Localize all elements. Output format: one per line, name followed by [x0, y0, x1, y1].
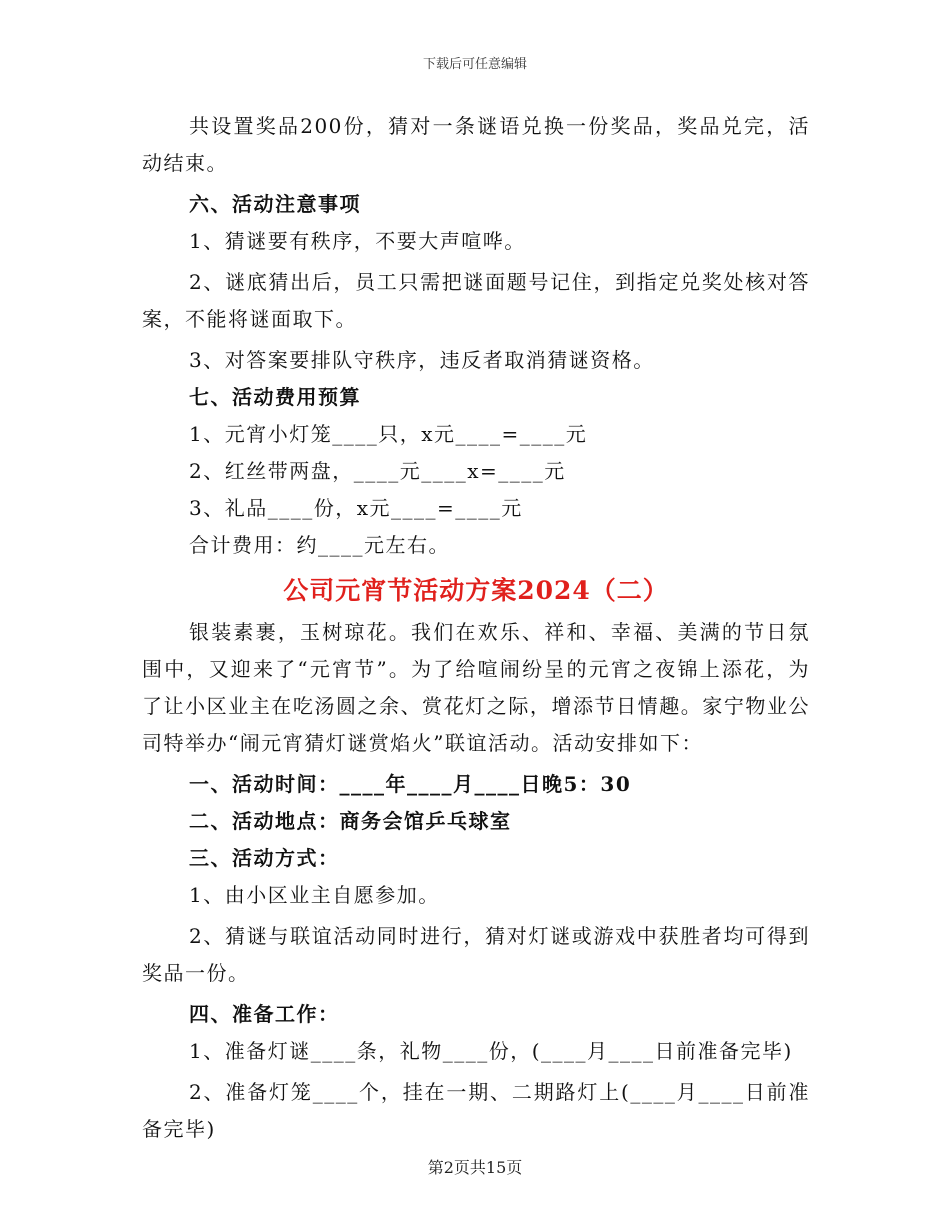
paragraph: 合计费用：约____元左右。 — [189, 533, 450, 557]
paragraph: 2、谜底猜出后，员工只需把谜面题号记住，到指定兑奖处核对答案，不能将谜面取下。 — [142, 270, 810, 331]
paragraph: 1、猜谜要有秩序，不要大声喧哗。 — [189, 229, 526, 253]
paragraph: 共设置奖品200份，猜对一条谜语兑换一份奖品，奖品兑完，活动结束。 — [142, 114, 810, 175]
section-heading: 二、活动地点：商务会馆乒乓球室 — [189, 809, 512, 833]
paragraph: 2、准备灯笼____个，挂在一期、二期路灯上(____月____日前准备完毕) — [142, 1080, 810, 1141]
paragraph: 1、由小区业主自愿参加。 — [189, 883, 440, 907]
paragraph: 3、对答案要排队守秩序，违反者取消猜谜资格。 — [189, 348, 655, 372]
section-title: 公司元宵节活动方案2024（二） — [283, 576, 669, 605]
section-heading: 四、准备工作： — [189, 1002, 340, 1026]
paragraph: 2、红丝带两盘，____元____x=____元 — [189, 459, 566, 483]
paragraph: 1、准备灯谜____条，礼物____份，(____月____日前准备完毕) — [189, 1039, 793, 1063]
paragraph: 2、猜谜与联谊活动同时进行，猜对灯谜或游戏中获胜者均可得到奖品一份。 — [142, 924, 810, 985]
page-footer: 第2页共15页 — [427, 1158, 523, 1177]
document-body — [142, 108, 810, 1148]
section-heading: 七、活动费用预算 — [189, 385, 361, 409]
section-heading: 六、活动注意事项 — [189, 192, 361, 216]
paragraph: 3、礼品____份，x元____=____元 — [189, 496, 523, 520]
paragraph: 银装素裹，玉树琼花。我们在欢乐、祥和、幸福、美满的节日氛围中，又迎来了“元宵节”。为了给喧闹纷呈的元宵之夜锦上添花，为了让小区业主在吃汤圆之余、赏花灯之际，增添节日情趣。家宁物业公司特举办“闹元宵猜灯谜赏焰火”联谊活动。活动安排如下： — [142, 620, 810, 755]
paragraph: 1、元宵小灯笼____只，x元____=____元 — [189, 422, 588, 446]
page-header: 下载后可任意编辑 — [422, 57, 527, 72]
section-heading: 三、活动方式： — [189, 846, 340, 870]
section-heading: 一、活动时间：____年____月____日晚5：30 — [189, 772, 632, 796]
